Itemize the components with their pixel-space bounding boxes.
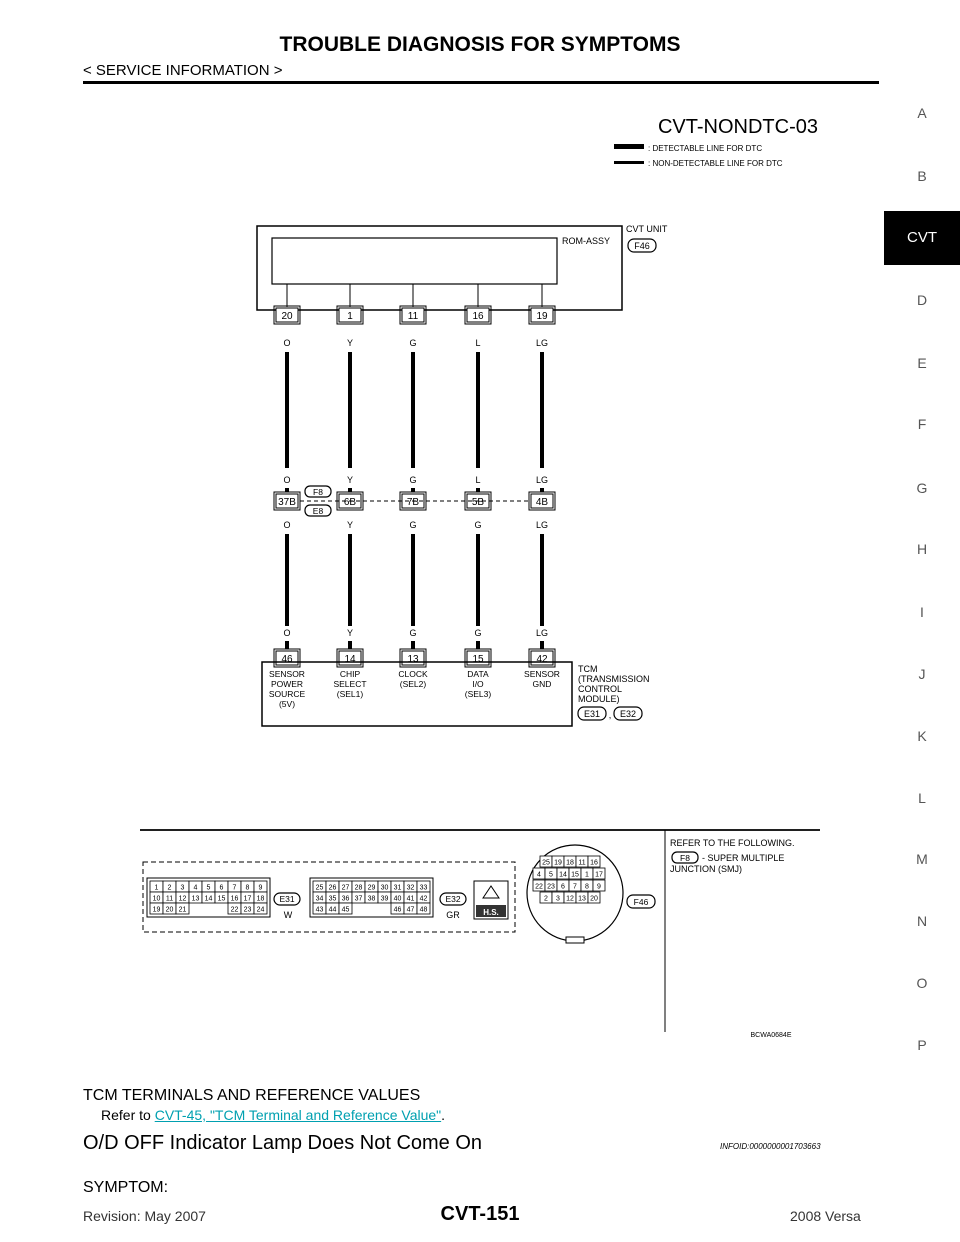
- connector-f46-pin-number: 18: [566, 859, 574, 867]
- wire-color: G: [474, 520, 482, 530]
- refer-line: [101, 1107, 445, 1123]
- side-tab-m[interactable]: M: [916, 851, 928, 867]
- tcm-terminal-label: POWER: [270, 679, 304, 689]
- connector-e31-pin-number: 24: [256, 906, 265, 914]
- tcm-pin-label: 42: [536, 654, 548, 665]
- legend-nondetectable-label: : NON-DETECTABLE LINE FOR DTC: [648, 159, 783, 168]
- connector-e32-pin-number: 26: [328, 884, 337, 892]
- connector-f46-pin-number: 6: [561, 883, 565, 891]
- cvt-pin-label: 16: [472, 311, 484, 322]
- tcm-terminal-label: CHIP: [339, 669, 361, 679]
- connector-f46-pin-number: 16: [590, 859, 598, 867]
- connector-e32-pin-number: 25: [315, 884, 324, 892]
- connector-e31-pin-number: 8: [245, 884, 250, 892]
- legend-detectable-swatch: [614, 144, 644, 149]
- tcm-terminal-label: SENSOR: [269, 669, 305, 679]
- wire-color: Y: [346, 520, 354, 530]
- connector-f46-pin-number: 25: [542, 859, 550, 867]
- tcm-terminal-label: (SEL2): [399, 679, 427, 689]
- connector-e31-pin-number: 1: [154, 884, 159, 892]
- connector-f46-pin-number: 5: [549, 871, 553, 879]
- side-tab-l[interactable]: L: [918, 790, 926, 806]
- connector-e32-pin-number: 42: [419, 895, 428, 903]
- side-tab-f[interactable]: F: [917, 416, 927, 432]
- joint-connector-e8-id: E8: [312, 506, 324, 516]
- wire-color: LG: [535, 338, 549, 348]
- connector-e32-pin-number: 31: [393, 884, 402, 892]
- connector-e31-pin-number: 16: [230, 895, 239, 903]
- connector-e31-pin-number: 7: [232, 884, 237, 892]
- tcm-label: CONTROL: [578, 684, 623, 694]
- tcm-terminal-label: (SEL1): [336, 689, 364, 699]
- connector-f46-id: F46: [633, 897, 649, 907]
- tcm-terminal-label: CLOCK: [398, 669, 428, 679]
- connector-e31-pin-number: 23: [243, 906, 252, 914]
- footer-model: 2008 Versa: [790, 1208, 861, 1224]
- joint-pin-label: 5B: [471, 497, 485, 508]
- connector-f46-pin-number: 9: [597, 883, 601, 891]
- connector-e31-pin-number: 20: [165, 906, 174, 914]
- wire-color: G: [409, 520, 417, 530]
- joint-pin-label: 6B: [343, 497, 357, 508]
- wire-color: O: [283, 338, 291, 348]
- side-tab-d[interactable]: D: [916, 292, 928, 308]
- connector-e32-pin-number: 47: [406, 906, 415, 914]
- connector-e31-pin-number: 15: [217, 895, 226, 903]
- tcm-connector-e31-id: E31: [583, 709, 601, 719]
- connector-e32-pin-number: 28: [354, 884, 363, 892]
- connector-e32-id: E32: [445, 894, 461, 904]
- tcm-terminal-label: DATA: [467, 669, 489, 679]
- refer-suffix: .: [441, 1107, 446, 1123]
- connector-e32-pin-number: 43: [315, 906, 324, 914]
- breadcrumb: < SERVICE INFORMATION >: [83, 62, 283, 79]
- joint-connector-f8-id: F8: [313, 487, 323, 497]
- tcm-terminal-label: SOURCE: [268, 689, 306, 699]
- wire-color: O: [283, 628, 291, 638]
- connector-e32-pin-number: 32: [406, 884, 415, 892]
- refer-box-line: JUNCTION (SMJ): [670, 864, 742, 874]
- connector-e32-pin-number: 27: [341, 884, 350, 892]
- connector-f46-pin-number: 22: [535, 883, 543, 891]
- wire-color: G: [409, 475, 417, 485]
- tcm-pin-label: 14: [344, 654, 356, 665]
- connector-f46-pin-number: 1: [585, 871, 589, 879]
- tcm-label: MODULE): [578, 694, 620, 704]
- connector-f46-pin-number: 20: [590, 895, 598, 903]
- connector-e31-pin-number: 10: [152, 895, 161, 903]
- side-tab-o[interactable]: O: [916, 975, 928, 991]
- cvt-unit-label: CVT UNIT: [626, 224, 668, 234]
- connector-e32-pin-number: 36: [341, 895, 350, 903]
- connector-e31-pin-number: 6: [219, 884, 224, 892]
- side-tab-cvt[interactable]: CVT: [884, 211, 960, 265]
- wire-color: G: [409, 338, 417, 348]
- wire-color: LG: [535, 475, 549, 485]
- refer-link[interactable]: CVT-45, "TCM Terminal and Reference Value": [154, 1107, 442, 1123]
- rom-assy-label: ROM-ASSY: [562, 236, 611, 246]
- symptom-heading: O/D OFF Indicator Lamp Does Not Come On: [83, 1132, 483, 1154]
- connector-f46-pin-number: 7: [573, 883, 577, 891]
- connector-e31-pin-number: 21: [178, 906, 187, 914]
- tcm-connector-sep: ,: [608, 710, 612, 720]
- side-tab-h[interactable]: H: [916, 541, 928, 557]
- connector-f46-pin-number: 4: [537, 871, 541, 879]
- hs-badge-label: H.S.: [483, 908, 499, 917]
- side-tab-b[interactable]: B: [917, 168, 927, 184]
- cvt-pin-label: 11: [407, 311, 419, 322]
- connector-e31-pin-number: 22: [230, 906, 239, 914]
- connector-e32-pin-number: 33: [419, 884, 428, 892]
- symptom-label: SYMPTOM:: [83, 1179, 169, 1196]
- wire-color: Y: [346, 475, 354, 485]
- connector-e31-pin-number: 2: [167, 884, 172, 892]
- refer-prefix: Refer to: [101, 1107, 155, 1123]
- connector-e31-id: E31: [279, 894, 295, 904]
- diagram-code: BCWA0684E: [750, 1032, 792, 1039]
- tcm-terminal-label: I/O: [472, 679, 484, 689]
- wire-color: G: [474, 628, 482, 638]
- cvt-pin-label: 20: [281, 311, 293, 322]
- wire-color: LG: [535, 628, 549, 638]
- tcm-terminal-label: (5V): [278, 699, 296, 709]
- connector-e31-pin-number: 9: [258, 884, 263, 892]
- connector-e32-pin-number: 29: [367, 884, 376, 892]
- connector-e32-color: GR: [446, 910, 460, 920]
- side-tab-n[interactable]: N: [916, 913, 928, 929]
- refer-box-connector-id: F8: [680, 853, 690, 863]
- tcm-terminal-label: (SEL3): [464, 689, 492, 699]
- wire-color: G: [409, 628, 417, 638]
- side-tab-k[interactable]: K: [917, 728, 927, 744]
- connector-e31-color: W: [283, 910, 293, 920]
- connector-e32-pin-number: 46: [393, 906, 402, 914]
- connector-f46-pin-number: 13: [578, 895, 586, 903]
- connector-e31-pin-number: 19: [152, 906, 161, 914]
- connector-e32-pin-number: 37: [354, 895, 363, 903]
- side-tab-j[interactable]: J: [918, 666, 926, 682]
- connector-e31-pin-number: 11: [165, 895, 174, 903]
- connector-f46-pin-number: 11: [578, 859, 586, 867]
- connector-f46-pin-number: 3: [556, 895, 560, 903]
- cvt-unit-connector-id: F46: [634, 241, 650, 251]
- connector-e31-pin-number: 17: [243, 895, 252, 903]
- connector-f46-pin-number: 19: [554, 859, 562, 867]
- wire-color: L: [475, 475, 481, 485]
- tcm-connector-e32-id: E32: [619, 709, 637, 719]
- diagram-title: CVT-NONDTC-03: [657, 116, 819, 138]
- side-tab-p[interactable]: P: [917, 1037, 927, 1053]
- tcm-pin-label: 15: [472, 654, 484, 665]
- connector-e32-pin-number: 35: [328, 895, 337, 903]
- connector-f46-key: [566, 937, 584, 943]
- connector-e31-pin-number: 3: [180, 884, 185, 892]
- connector-e32-pin-number: 40: [393, 895, 402, 903]
- connector-e32-pin-number: 41: [406, 895, 415, 903]
- cvt-pin-label: 19: [536, 311, 548, 322]
- tcm-label: (TRANSMISSION: [578, 674, 650, 684]
- info-id: INFOID:0000000001703663: [720, 1142, 821, 1151]
- tcm-pin-label: 46: [281, 654, 293, 665]
- refer-box-line: - SUPER MULTIPLE: [702, 853, 785, 863]
- connector-e32-pin-number: 45: [341, 906, 350, 914]
- connector-e31-pin-number: 4: [193, 884, 198, 892]
- footer-revision: Revision: May 2007: [83, 1208, 206, 1224]
- side-tab-a[interactable]: A: [917, 105, 927, 121]
- connector-e31-pin-number: 14: [204, 895, 213, 903]
- connector-f46-pin-number: 14: [559, 871, 567, 879]
- connector-f46-pin-number: 23: [547, 883, 555, 891]
- connector-f46-pin-number: 17: [595, 871, 603, 879]
- connector-e31-pin-number: 13: [191, 895, 200, 903]
- wire-color: O: [283, 520, 291, 530]
- wire-color: LG: [535, 520, 549, 530]
- joint-pin-label: 4B: [535, 497, 549, 508]
- section-heading: TCM TERMINALS AND REFERENCE VALUES: [83, 1087, 421, 1104]
- footer-page-number: CVT-151: [440, 1203, 520, 1225]
- tcm-terminal-label: SENSOR: [524, 669, 560, 679]
- cvt-pin-label: 1: [347, 311, 353, 322]
- side-tab-g[interactable]: G: [916, 480, 928, 496]
- legend-nondetectable-swatch: [614, 161, 644, 164]
- joint-pin-label: 7B: [406, 497, 420, 508]
- rom-assy-box: [272, 238, 557, 284]
- legend-detectable-label: : DETECTABLE LINE FOR DTC: [648, 144, 763, 153]
- tcm-terminal-label: SELECT: [333, 679, 367, 689]
- tcm-pin-label: 13: [407, 654, 419, 665]
- connector-f46-pin-number: 8: [585, 883, 589, 891]
- connector-e32-pin-number: 34: [315, 895, 324, 903]
- connector-e32-pin-number: 38: [367, 895, 376, 903]
- connector-e32-pin-number: 48: [419, 906, 428, 914]
- wire-color: L: [475, 338, 481, 348]
- wire-color: Y: [346, 628, 354, 638]
- connector-e31-pin-number: 5: [206, 884, 211, 892]
- tcm-terminal-label: GND: [532, 679, 552, 689]
- tcm-label: TCM: [578, 664, 598, 674]
- connector-e32-pin-number: 39: [380, 895, 389, 903]
- connector-f46-pin-number: 2: [544, 895, 548, 903]
- connector-e31-pin-number: 18: [256, 895, 265, 903]
- connector-e31-pin-number: 12: [178, 895, 187, 903]
- wire-color: O: [283, 475, 291, 485]
- connector-e32-pin-number: 44: [328, 906, 337, 914]
- refer-box-line: REFER TO THE FOLLOWING.: [670, 838, 795, 848]
- connector-e32-pin-number: 30: [380, 884, 389, 892]
- side-tab-e[interactable]: E: [917, 355, 927, 371]
- connector-f46-pin-number: 12: [566, 895, 574, 903]
- connector-f46-pin-number: 15: [571, 871, 579, 879]
- side-tab-i[interactable]: I: [920, 604, 924, 620]
- wire-color: Y: [346, 338, 354, 348]
- page-title: TROUBLE DIAGNOSIS FOR SYMPTOMS: [279, 33, 681, 56]
- joint-pin-label: 37B: [278, 497, 296, 508]
